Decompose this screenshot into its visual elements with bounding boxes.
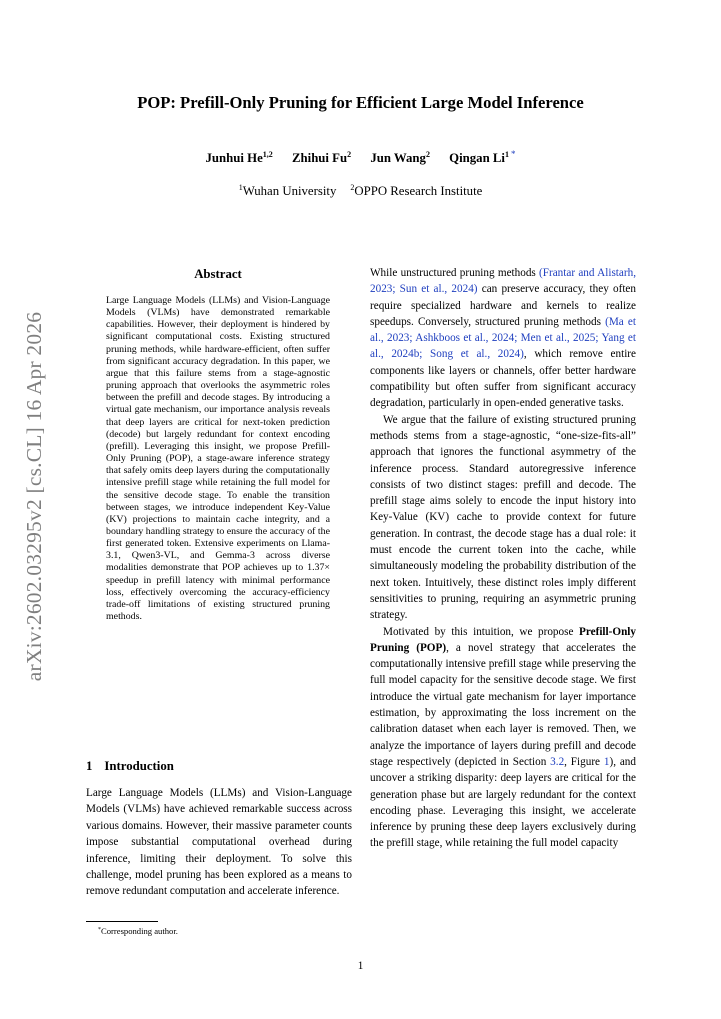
body-paragraph <box>370 624 636 852</box>
author-affiliation-mark: 1 <box>504 150 509 159</box>
citation-link[interactable]: (Frantar and Alistarh, 2023; Sun et al., 2024) <box>370 267 636 296</box>
paragraph-text: , which remove entire components like layers or channels, offer better hardware compatibility but often suffer from significant accuracy degradation, particularly in open-ended generative tasks. <box>370 348 636 410</box>
author-affiliation-mark: 1,2 <box>262 150 273 159</box>
author <box>206 151 273 165</box>
affiliation-list <box>0 183 721 199</box>
footnote-text: Corresponding author. <box>101 926 178 936</box>
author <box>449 151 515 165</box>
footnote-mark: * <box>98 927 101 933</box>
section-title: Introduction <box>104 759 174 773</box>
paragraph-text: While unstructured pruning methods <box>370 267 540 279</box>
author <box>292 151 351 165</box>
section-ref-link[interactable]: 3.2 <box>550 755 565 768</box>
page-number: 1 <box>357 960 364 972</box>
paper-title: POP: Prefill-Only Pruning for Efficient Large Model Inference <box>137 93 584 112</box>
section-heading <box>86 759 174 774</box>
footnote <box>98 926 178 936</box>
author-affiliation-mark: 2 <box>425 150 430 159</box>
section-number: 1 <box>86 759 93 773</box>
author-name: Jun Wang <box>370 151 426 165</box>
abstract-heading: Abstract <box>194 267 242 281</box>
footnote-rule <box>86 921 158 922</box>
body-paragraph: We argue that the failure of existing structured pruning methods stems from a stage-agnostic, “one-size-fits-all” approach that ignores the functional asymmetry of the inference process. Standard autoregressive inference consists of two distinct stages: prefill and decode. The prefill stage aims solely to encode the input history into Key-Value (KV) cache to provide context for future generation. In contrast, the decode stage has a dual role: it must encode the current token into the cache, while simultaneously modeling the probability distribution of the next token. Intuitively, these distinct roles imply different sensitivities to pruning, requiring an asymmetric pruning strategy. <box>370 413 636 622</box>
author-list <box>0 149 721 166</box>
introduction-paragraph: Large Language Models (LLMs) and Vision-Language Models (VLMs) have achieved remarkable success across various domains. However, their massive parameter counts impose substantial computational overhead during inference, limiting their deployment. To solve this challenge, model pruning has been explored as a means to remove redundant computation and accelerate inference. <box>86 787 352 898</box>
figure-ref-link[interactable]: 1 <box>603 755 610 768</box>
author-name: Qingan Li <box>449 151 505 165</box>
arxiv-sidebar-stamp <box>14 297 56 695</box>
body-paragraph <box>370 265 636 412</box>
abstract-text: Large Language Models (LLMs) and Vision-Language Models (VLMs) have demonstrated remarkable capabilities. However, their deployment is hindered by significant computational costs. Existing structured pruning methods, while hardware-efficient, often suffer from significant accuracy degradation. In this paper, we argue that this failure stems from a stage-agnostic pruning approach that overlooks the asymmetric roles between the prefill and decode stages. By introducing a virtual gate mechanism, our importance analysis reveals that deep layers are critical for next-token prediction (decode) but largely redundant for context encoding (prefill). Leveraging this insight, we propose Prefill-Only Pruning (POP), a stage-aware inference strategy that safely omits deep layers during the computationally intensive prefill stage while retaining the full model for the sensitive decode stage. To enable the transition between stages, we introduce independent Key-Value (KV) projections to maintain cache integrity, and a boundary handling strategy to ensure the accuracy of the first generated token. Extensive experiments on Llama-3.1, Qwen3-VL, and Gemma-3 across diverse modalities demonstrate that POP achieves up to 1.37× speedup in prefill latency with minimal performance loss, effectively overcoming the accuracy-efficiency trade-off limitations of existing structured pruning methods. <box>106 295 330 623</box>
paragraph-text: , a novel strategy that accelerates the computationally intensive prefill stage while preserving the full model capacity for the sensitive decode stage. We first introduce the virtual gate mechanism for layer importance estimation, by approximating the loss increment on the calibration dataset when each layer is removed. Then, we analyze the importance of layers during prefill and decode stage respectively (depicted in Section <box>370 641 636 768</box>
affiliation-name: Wuhan University <box>242 184 337 198</box>
affiliation-number: 1 <box>238 183 243 192</box>
affiliation-name: OPPO Research Institute <box>354 184 483 198</box>
paragraph-text: , Figure <box>564 755 604 768</box>
method-name: Prefill-Only Pruning (POP) <box>370 625 636 654</box>
author-name: Junhui He <box>205 151 263 165</box>
affiliation-number: 2 <box>350 183 355 192</box>
paragraph-text: ), and uncover a striking disparity: deep layers are critical for the generation phase but are largely redundant for the context encoding phase. Leveraging this insight, we accelerate inference by pruning these deep layers exclusively during the prefill stage, while retaining the full model capacity <box>370 755 636 850</box>
citation-link[interactable]: (Ma et al., 2023; Ashkboos et al., 2024; Men et al., 2025; Yang et al., 2024b; Song et al., 2024) <box>370 315 636 361</box>
right-column <box>370 265 636 852</box>
paragraph-text: can preserve accuracy, they often require specialized hardware and kernels to realize speedups. Conversely, structured pruning methods <box>370 283 636 328</box>
author <box>370 151 430 165</box>
paragraph-text: Motivated by this intuition, we propose <box>383 625 580 638</box>
arxiv-identifier: arXiv:2602.03295v2 [cs.CL] 16 Apr 2026 <box>22 311 47 681</box>
author-name: Zhihui Fu <box>291 151 348 165</box>
corresponding-author-link[interactable]: * <box>510 149 516 159</box>
author-affiliation-mark: 2 <box>347 150 352 159</box>
